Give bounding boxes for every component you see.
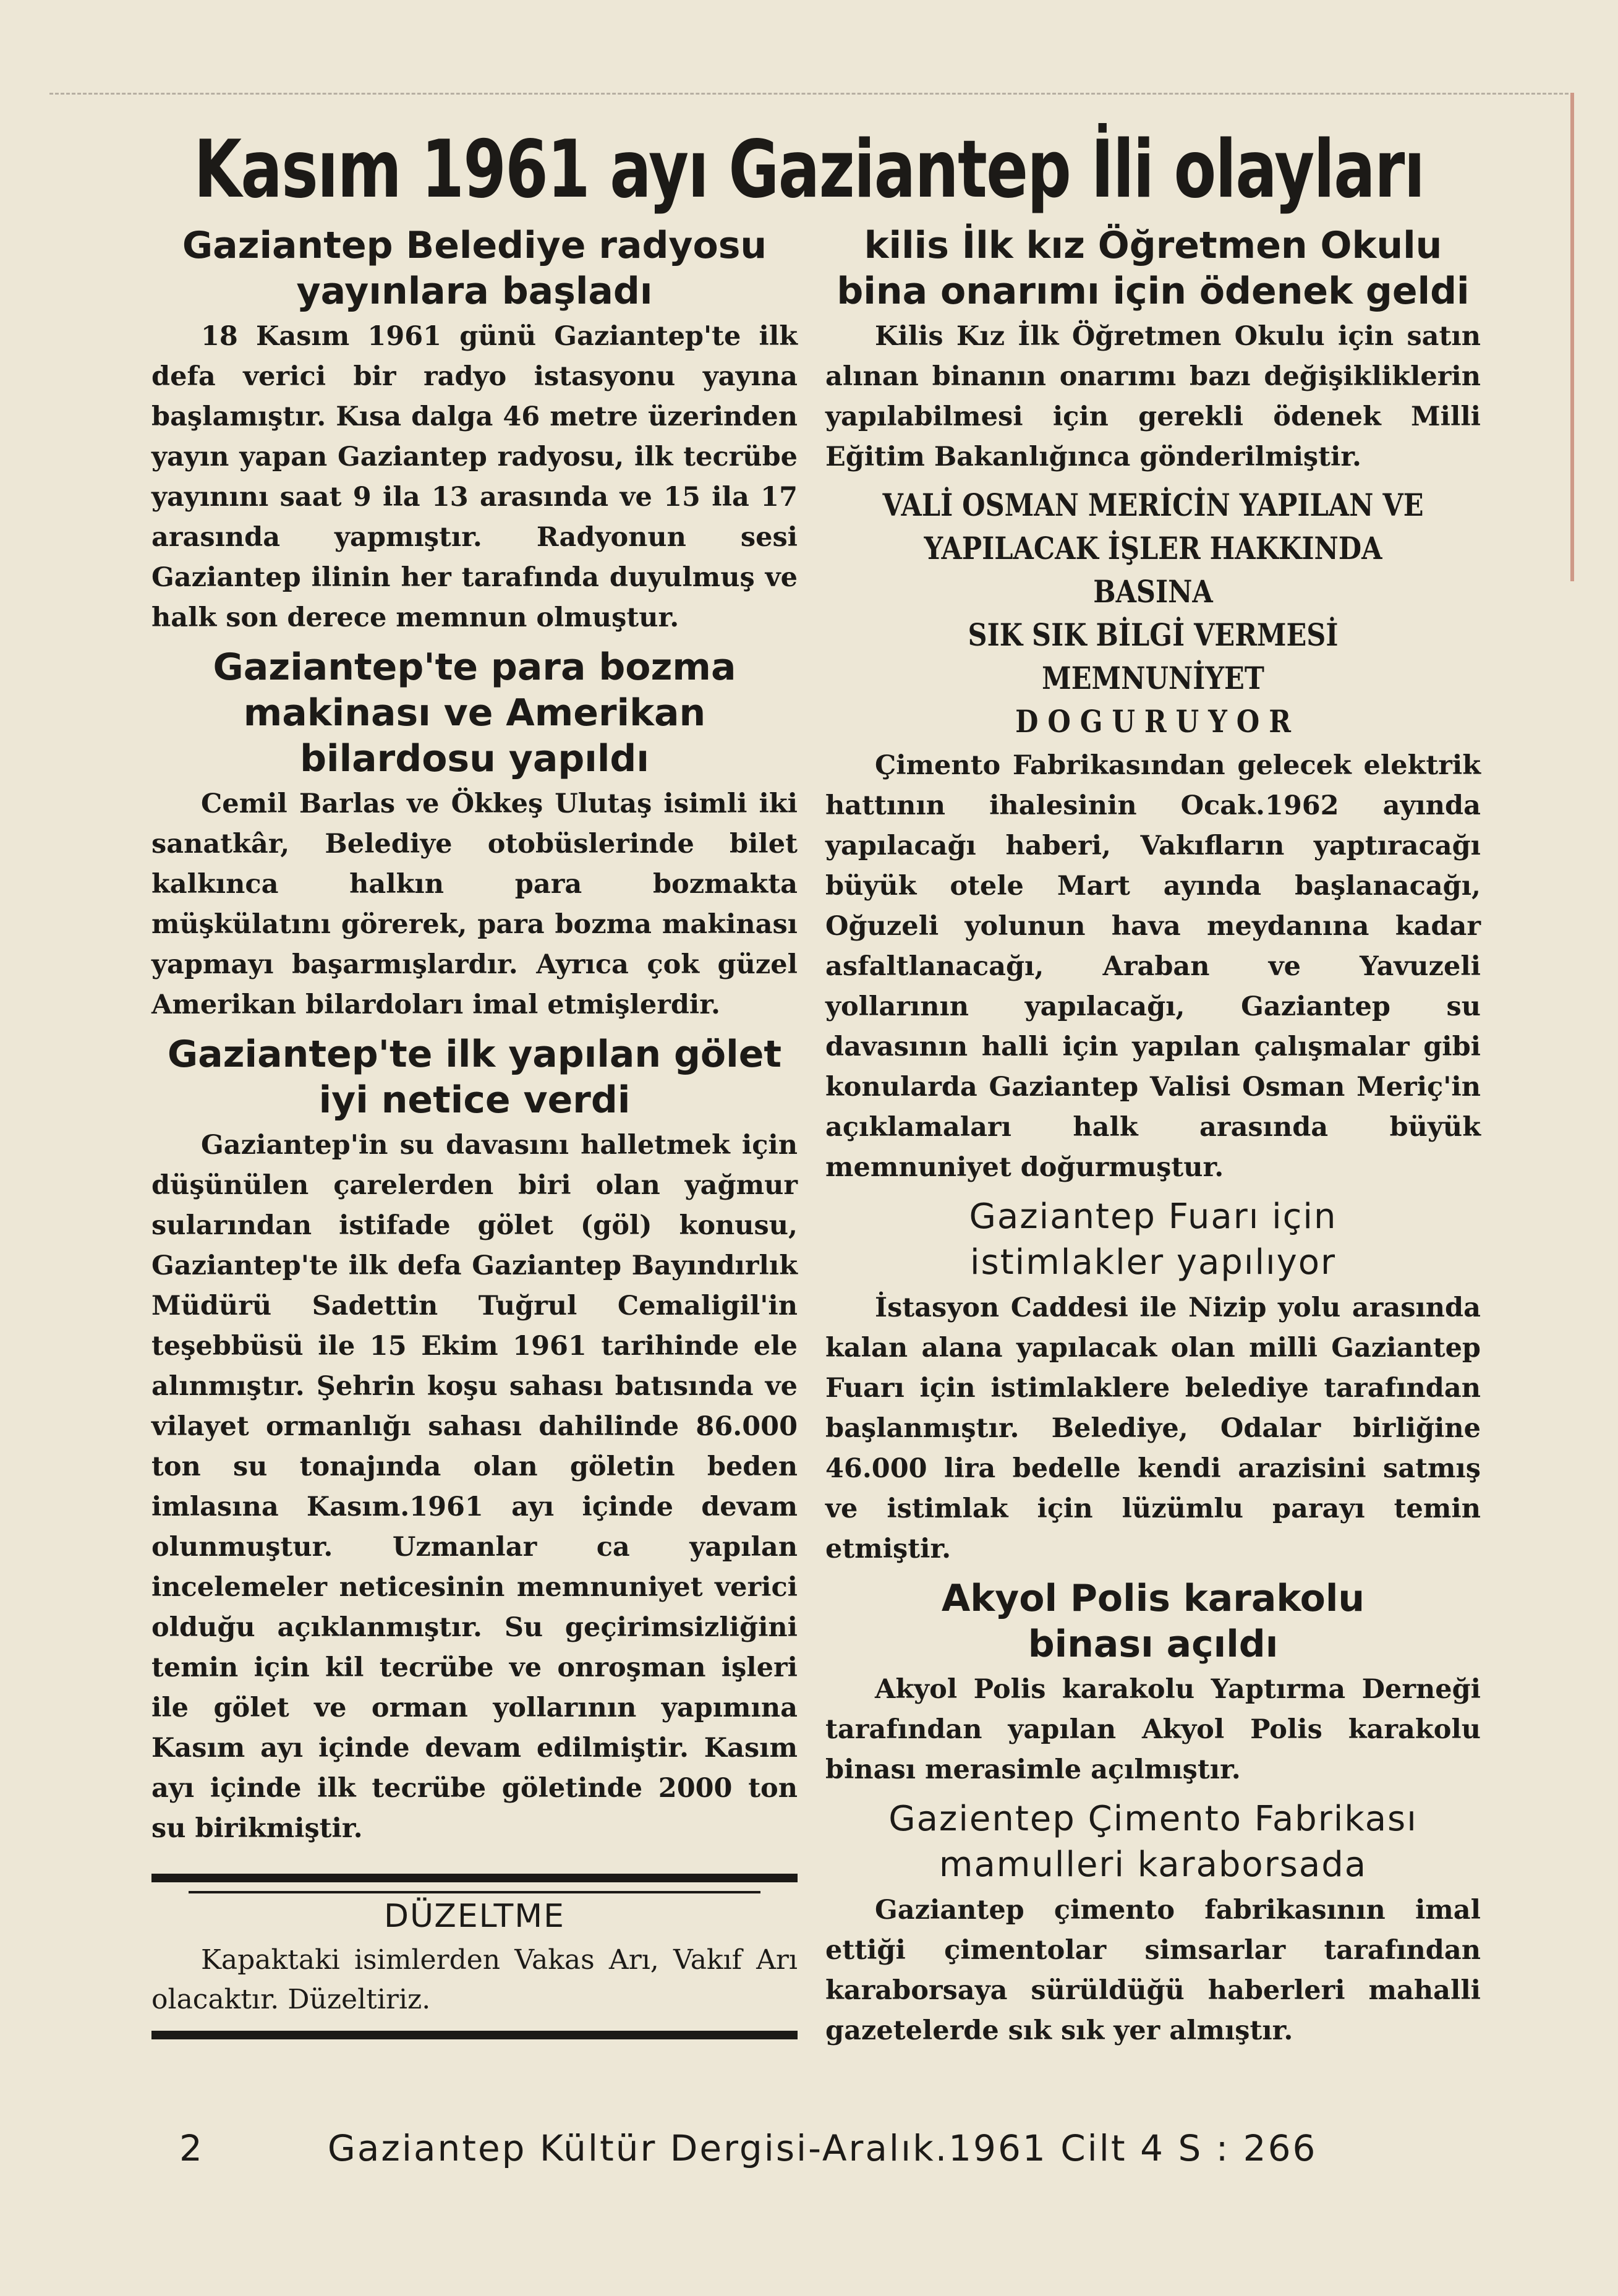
correction-body: Kapaktaki isimlerden Vakas Arı, Vakıf Arı olacaktır. Düzeltiriz.: [151, 1944, 798, 2015]
article-body: Kilis Kız İlk Öğretmen Okulu için satın alınan binanın onarımı bazı değişikliklerin yapılabilmesi için gerekli ödenek Milli Eğitim Bakanlığınca gönderilmiştir.: [825, 321, 1481, 472]
article-kilis-school: [825, 223, 1481, 477]
article-body: Gaziantep'in su davasını halletmek için düşünülen çarelerden biri olan yağmur sularından istifade gölet (göl) konusu, Gaziantep'te ilk defa Gaziantep Bayındırlık Müdürü Sadettin Tuğrul Cemaligil'in teşebbüsü ile 15 Ekim 1961 tarihinde ele alınmıştır. Şehrin koşu sahası batısında ve vilayet ormanlığı sahası dahilinde 86.000 ton su tonajında olan göletin beden imlasına Kasım.1961 ayı içinde devam olunmuştur. Uzmanlar ca yapılan incelemeler neticesinin memnuniyet verici olduğu açıklanmıştır. Su geçirimsizliğini temin için kil tecrübe ve onroşman işleri ile gölet ve orman yollarının yapımına Kasım ayı içinde devam edilmiştir. Kasım ayı içinde ilk tecrübe göletinde 2000 ton su birikmiştir.: [151, 1130, 798, 1844]
article-cement: [825, 1796, 1481, 2051]
article-headline: Gazientep Çimento Fabrikası mamulleri karaborsada: [888, 1799, 1418, 1885]
article-headline: Gaziantep'te para bozma makinası ve Amerikan bilardosu yapıldı: [213, 646, 736, 780]
article-police-station: [825, 1576, 1481, 1790]
article-headline: Gaziantep Belediye radyosu yayınlara başladı: [182, 224, 767, 313]
article-radio: [151, 223, 798, 638]
article-headline: Gaziantep'te ilk yapılan gölet iyi netice verdi: [167, 1033, 782, 1122]
divider-rule: [151, 2031, 798, 2039]
article-body: Gaziantep çimento fabrikasının imal ettiği çimentolar simsarlar tarafından karaborsaya sürüldüğü haberleri mahalli gazetelerde sık sık yer almıştır.: [825, 1895, 1481, 2046]
article-change-machine: [151, 644, 798, 1025]
article-headline: Akyol Polis karakolu binası açıldı: [941, 1577, 1365, 1666]
article-body: Çimento Fabrikasından gelecek elektrik hattının ihalesinin Ocak.1962 ayında yapılacağı haberi, Vakıfların yaptıracağı büyük otele Mart ayında başlanacağı, Oğuzeli yolunun hava meydanına kadar asfaltlanacağı, Araban ve Yavuzeli yollarının yapılacağı, Gaziantep su davasının halli için yapılan çalışmalar gibi konularda Gaziantep Valisi Osman Meriç'in açıklamaları halk arasında büyük memnuniyet doğurmuştur.: [825, 750, 1481, 1183]
correction-box: [151, 1891, 798, 2020]
journal-issue: Gaziantep Kültür Dergisi-Aralık.1961 Cilt 4 S : 266: [327, 2127, 1318, 2169]
article-fair: [825, 1194, 1481, 1569]
article-governor: [825, 484, 1481, 1188]
top-print-artifacts: [49, 93, 1569, 100]
paper-edge-stain: [1570, 93, 1574, 581]
page-number: 2: [179, 2127, 204, 2169]
article-headline: VALİ OSMAN MERİCİN YAPILAN VE YAPILACAK İŞLER HAKKINDA BASINA SIK SIK BİLGİ VERMESİ MEMNUNİYET D O G U R U Y O R: [882, 487, 1424, 740]
article-body: Cemil Barlas ve Ökkeş Ulutaş isimli iki sanatkâr, Belediye otobüslerinde bilet kalkınca halkın para bozmakta müşkülatını görerek, para bozma makinası yapmayı başarmışlardır. Ayrıca çok güzel Amerikan bilardoları imal etmişlerdir.: [151, 788, 798, 1020]
article-headline: kilis İlk kız Öğretmen Okulu bina onarımı için ödenek geldi: [837, 224, 1470, 313]
article-body: Akyol Polis karakolu Yaptırma Derneği tarafından yapılan Akyol Polis karakolu binası merasimle açılmıştır.: [825, 1674, 1481, 1785]
right-column: [825, 223, 1481, 2057]
correction-title: DÜZELTME: [189, 1891, 760, 1937]
article-body: İstasyon Caddesi ile Nizip yolu arasında kalan alana yapılacak olan milli Gaziantep Fuarı için istimlaklere belediye tarafından başlanmıştır. Belediye, Odalar birliğine 46.000 lira bedelle kendi arazisini satmış ve istimlak için lüzümlu parayı temin etmiştir.: [825, 1292, 1481, 1564]
page-title: Kasım 1961 ayı Gaziantep İli olayları: [194, 124, 1424, 216]
divider-rule: [151, 1874, 798, 1882]
page-footer: [179, 2127, 1478, 2169]
article-headline: Gaziantep Fuarı için istimlakler yapılıyor: [969, 1197, 1337, 1282]
left-column: [151, 223, 798, 2039]
article-pond: [151, 1031, 798, 1849]
article-body: 18 Kasım 1961 günü Gaziantep'te ilk defa verici bir radyo istasyonu yayına başlamıştır. Kısa dalga 46 metre üzerinden yayın yapan Gaziantep radyosu, ilk tecrübe yayınını saat 9 ila 13 arasında ve 15 ila 17 arasında yapmıştır. Radyonun sesi Gaziantep ilinin her tarafında duyulmuş ve halk son derece memnun olmuştur.: [151, 321, 798, 633]
